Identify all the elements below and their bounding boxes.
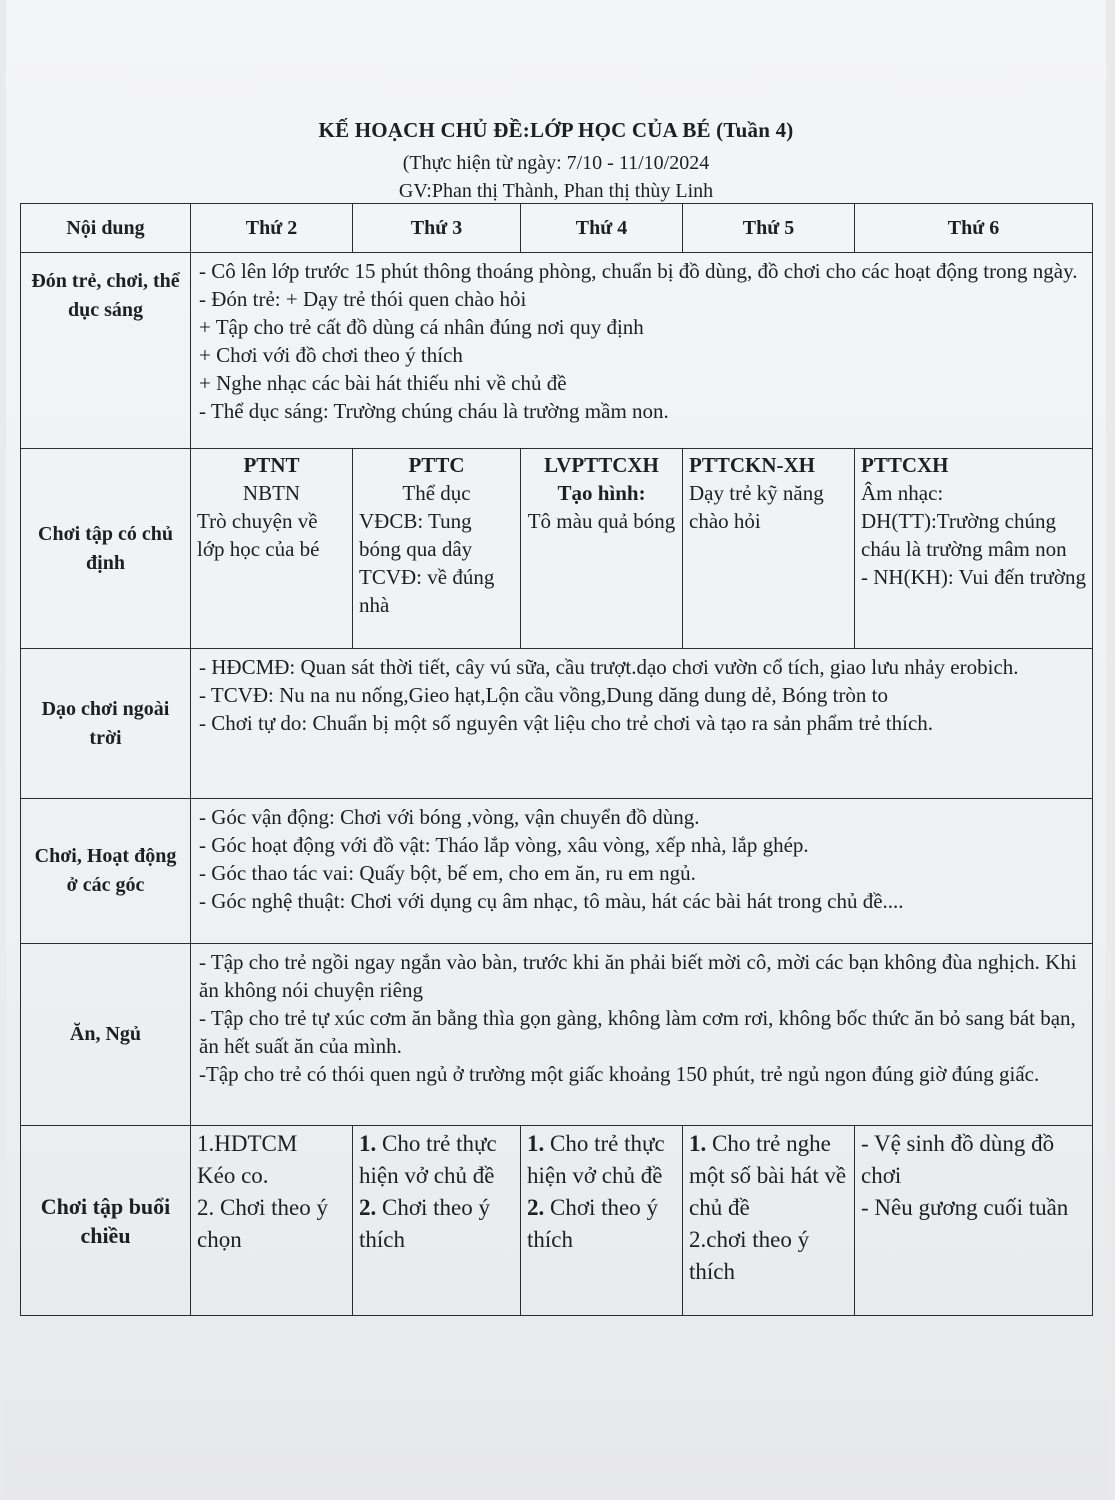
afternoon-tuesday	[353, 1126, 521, 1316]
lesson-line: Dạy trẻ kỹ năng chào hỏi	[689, 481, 824, 533]
list-item: - Góc vận động: Chơi với bóng ,vòng, vận chuyển đồ dùng.	[199, 805, 700, 829]
afternoon-wednesday	[521, 1126, 683, 1316]
lesson-line: Âm nhạc:	[861, 481, 944, 505]
list-item: - Tập cho trẻ ngồi ngay ngắn vào bàn, trước khi ăn phải biết mời cô, mời các bạn không đùa nghịch. Khi ăn không nói chuyện riêng	[199, 950, 1077, 1002]
table-row-lessons	[21, 449, 1093, 649]
lesson-heading: LVPTTCXH	[544, 453, 659, 477]
activity-line: Cho trẻ thực hiện vở chủ đề	[527, 1131, 665, 1188]
lesson-heading: PTTC	[408, 453, 465, 477]
row-label-lessons: Chơi tập có chủ định	[21, 449, 191, 649]
lesson-line: Tô màu quả bóng	[527, 509, 676, 533]
afternoon-monday	[191, 1126, 353, 1316]
outdoor-activities	[191, 649, 1093, 799]
weekly-plan-table	[20, 203, 1093, 1316]
activity-line: - Nêu gương cuối tuần	[861, 1195, 1069, 1220]
meal-sleep-activities	[191, 944, 1093, 1126]
activity-number: 1.	[359, 1131, 377, 1156]
list-item: + Tập cho trẻ cất đồ dùng cá nhân đúng nơi quy định	[199, 315, 644, 339]
column-header-monday: Thứ 2	[191, 204, 353, 253]
activity-line: Cho trẻ thực hiện vở chủ đề	[359, 1131, 497, 1188]
table-row-meals	[21, 944, 1093, 1126]
activity-line: 2. Chơi theo ý chọn	[197, 1195, 328, 1252]
column-header-tuesday: Thứ 3	[353, 204, 521, 253]
afternoon-friday	[855, 1126, 1093, 1316]
plan-date-range: (Thực hiện từ ngày: 7/10 - 11/10/2024	[402, 152, 710, 174]
activity-line: Chơi theo ý thích	[359, 1195, 490, 1252]
activity-line: - Vệ sinh đồ dùng đồ chơi	[861, 1131, 1055, 1188]
lesson-heading: PTNT	[243, 453, 300, 477]
activity-number: 1.	[689, 1131, 707, 1156]
list-item: - Chơi tự do: Chuẩn bị một số nguyên vật liệu cho trẻ chơi và tạo ra sản phẩm trẻ thích.	[199, 711, 934, 735]
lesson-line: NBTN	[242, 481, 301, 505]
lesson-line: DH(TT):Trường chúng cháu là trường mâm non	[861, 509, 1067, 561]
list-item: - Cô lên lớp trước 15 phút thông thoáng phòng, chuẩn bị đồ dùng, đồ chơi cho các hoạt động trong ngày.	[199, 259, 1078, 283]
list-item: + Chơi với đồ chơi theo ý thích	[199, 343, 463, 367]
activity-line: Chơi theo ý thích	[527, 1195, 658, 1252]
list-item: - Góc hoạt động với đồ vật: Tháo lắp vòng, xâu vòng, xếp nhà, lắp ghép.	[199, 833, 809, 857]
document-page	[6, 0, 1106, 1500]
row-label-outdoor: Dạo chơi ngoài trời	[21, 649, 191, 799]
lesson-line: Tạo hình:	[557, 481, 646, 505]
plan-teachers: GV:Phan thị Thành, Phan thị thùy Linh	[398, 180, 714, 202]
table-row-afternoon	[21, 1126, 1093, 1316]
row-label-corners: Chơi, Hoạt động ở các góc	[21, 799, 191, 944]
list-item: - Tập cho trẻ tự xúc cơm ăn bằng thìa gọn gàng, không làm cơm rơi, không bốc thức ăn bỏ sang bát bạn, ăn hết suất ăn của mình.	[199, 1006, 1076, 1058]
list-item: - TCVĐ: Nu na nu nống,Gieo hạt,Lộn cầu vồng,Dung dăng dung dẻ, Bóng tròn to	[199, 683, 889, 707]
activity-number: 1.	[527, 1131, 545, 1156]
list-item: - Đón trẻ: + Dạy trẻ thói quen chào hỏi	[199, 287, 527, 311]
column-header-friday: Thứ 6	[855, 204, 1093, 253]
activity-number: 2.	[359, 1195, 377, 1220]
column-header-content: Nội dung	[21, 204, 191, 253]
plan-title: KẾ HOẠCH CHỦ ĐỀ:LỚP HỌC CỦA BÉ (Tuần 4)	[318, 118, 794, 142]
afternoon-thursday	[683, 1126, 855, 1316]
activity-line: 1.HDTCM	[197, 1131, 298, 1156]
activity-number: 2.	[527, 1195, 545, 1220]
lesson-wednesday	[521, 449, 683, 649]
activity-line: Cho trẻ nghe một số bài hát về chủ đề	[689, 1131, 847, 1220]
list-item: -Tập cho trẻ có thói quen ngủ ở trường một giấc khoảng 150 phút, trẻ ngủ ngon đúng giờ đúng giấc.	[199, 1062, 1040, 1086]
table-header-row	[21, 204, 1093, 253]
activity-line: Kéo co.	[197, 1163, 269, 1188]
lesson-tuesday	[353, 449, 521, 649]
list-item: - Góc nghệ thuật: Chơi với dụng cụ âm nhạc, tô màu, hát các bài hát trong chủ đề....	[199, 889, 904, 913]
column-header-wednesday: Thứ 4	[521, 204, 683, 253]
list-item: - Thể dục sáng: Trường chúng cháu là trường mầm non.	[199, 399, 669, 423]
row-label-afternoon: Chơi tập buổi chiều	[21, 1126, 191, 1316]
lesson-monday	[191, 449, 353, 649]
lesson-heading: PTTCKN-XH	[689, 453, 815, 477]
lesson-thursday	[683, 449, 855, 649]
corner-activities	[191, 799, 1093, 944]
list-item: + Nghe nhạc các bài hát thiếu nhi về chủ đề	[199, 371, 567, 395]
lesson-friday	[855, 449, 1093, 649]
table-row-corners	[21, 799, 1093, 944]
activity-line: 2.chơi theo ý thích	[689, 1227, 810, 1284]
column-header-thursday: Thứ 5	[683, 204, 855, 253]
row-label-morning: Đón trẻ, chơi, thể dục sáng	[21, 253, 191, 449]
lesson-line: - NH(KH): Vui đến trường	[861, 565, 1086, 589]
list-item: - HĐCMĐ: Quan sát thời tiết, cây vú sữa, cầu trượt.dạo chơi vườn cổ tích, giao lưu nhảy erobich.	[199, 655, 1019, 679]
lesson-line: Trò chuyện về lớp học của bé	[197, 509, 320, 561]
lesson-line: TCVĐ: về đúng nhà	[359, 565, 495, 617]
row-label-meals: Ăn, Ngủ	[21, 944, 191, 1126]
list-item: - Góc thao tác vai: Quấy bột, bế em, cho em ăn, ru em ngủ.	[199, 861, 696, 885]
lesson-heading: PTTCXH	[861, 453, 949, 477]
morning-activities	[191, 253, 1093, 449]
lesson-line: VĐCB: Tung bóng qua dây	[359, 509, 473, 561]
table-row-morning	[21, 253, 1093, 449]
table-row-outdoor	[21, 649, 1093, 799]
lesson-line: Thể dục	[402, 481, 471, 505]
